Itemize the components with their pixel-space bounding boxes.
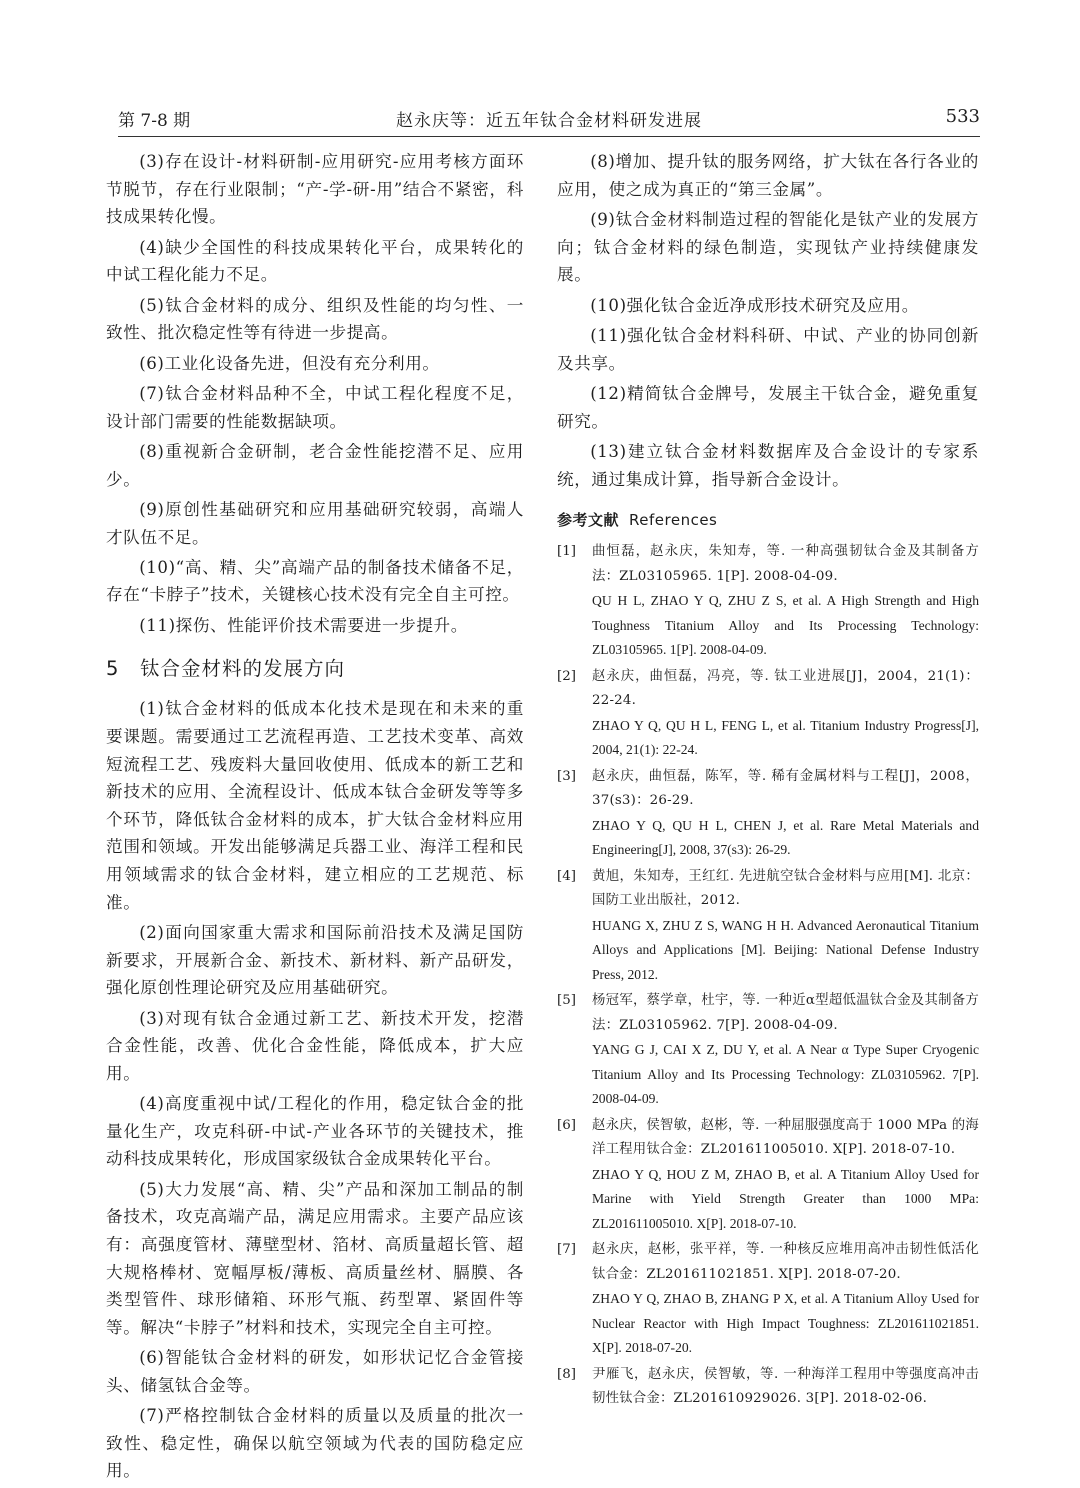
paragraph: (6)工业化设备先进，但没有充分利用。: [139, 353, 440, 373]
running-title: 赵永庆等：近五年钛合金材料研发进展: [396, 111, 702, 131]
paragraph: (13)建立钛合金材料数据库及合金设计的专家系统，通过集成计算，指导新合金设计。: [557, 441, 979, 489]
reference-list: [557, 540, 979, 1412]
paragraph: (9)原创性基础研究和应用基础研究较弱，高端人才队伍不足。: [106, 499, 524, 547]
reference-number: [6]: [557, 1117, 576, 1133]
reference-text-en: QU H L, ZHAO Y Q, ZHU Z S, et al. A High Strength and High Toughness Titanium Alloy and Its Processing Technology: ZL03105965. 1[P]. 2008-04-09.: [592, 593, 979, 658]
reference-text-en: ZHAO Y Q, HOU Z M, ZHAO B, et al. A Titanium Alloy Used for Marine with Yield Strength Greater than 1000 MPa: ZL201611005010. X[P]. 2018-07-10.: [592, 1166, 979, 1231]
reference-number: [5]: [557, 993, 576, 1009]
paragraph: (5)钛合金材料的成分、组织及性能的均匀性、一致性、批次稳定性等有待进一步提高。: [106, 295, 524, 343]
reference-entry: [557, 1114, 979, 1237]
reference-entry: [557, 665, 979, 763]
reference-entry: [557, 865, 979, 988]
paragraph: (7)钛合金材料品种不全，中试工程化程度不足，设计部门需要的性能数据缺项。: [106, 383, 524, 431]
left-column: [106, 148, 524, 1488]
reference-text-cn: 赵永庆，赵彬，张平祥，等. 一种核反应堆用高冲击韧性低活化钛合金：ZL201611021851. X[P]. 2018-07-20.: [592, 1242, 979, 1282]
reference-entry: [557, 765, 979, 863]
paragraph: (12)精简钛合金牌号，发展主干钛合金，避免重复研究。: [557, 383, 979, 431]
section-title: 钛合金材料的发展方向: [140, 657, 346, 681]
reference-text-cn: 赵永庆，侯智敏，赵彬，等. 一种屈服强度高于 1000 MPa 的海洋工程用钛合金：ZL201611005010. X[P]. 2018-07-10.: [592, 1117, 979, 1158]
reference-text-cn: 赵永庆，曲恒磊，冯亮，等. 钛工业进展[J]，2004，21(1)：22-24.: [592, 668, 979, 709]
page-number: 533: [945, 106, 980, 127]
reference-number: [2]: [557, 668, 576, 684]
reference-text-en: ZHAO Y Q, QU H L, FENG L, et al. Titanium Industry Progress[J], 2004, 21(1): 22-24.: [592, 717, 979, 758]
paragraph: (1)钛合金材料的低成本化技术是现在和未来的重要课题。需要通过工艺流程再造、工艺技术变革、高效短流程工艺、残废料大量回收使用、低成本的新工艺和新技术的应用、全流程设计、低成本钛合金研发等等多个环节，降低钛合金材料的成本，扩大钛合金材料应用范围和领域。开发出能够满足兵器工业、海洋工程和民用领域需求的钛合金材料，建立相应的工艺规范、标准。: [106, 699, 524, 912]
reference-number: [8]: [557, 1366, 576, 1382]
reference-entry: [557, 1363, 979, 1412]
reference-text-cn: 赵永庆，曲恒磊，陈军，等. 稀有金属材料与工程[J]，2008，37(s3)：26-29.: [592, 768, 979, 809]
paragraph: (10)强化钛合金近净成形技术研究及应用。: [590, 295, 919, 315]
references-heading-cn: 参考文献: [557, 511, 620, 530]
references-heading-en: References: [629, 511, 718, 530]
paragraph: (11)强化钛合金材料科研、中试、产业的协同创新及共享。: [557, 325, 979, 373]
reference-text-cn: 黄旭，朱知寿，王红红. 先进航空钛合金材料与应用[M]. 北京：国防工业出版社，2012.: [592, 868, 979, 909]
paragraph: (9)钛合金材料制造过程的智能化是钛产业的发展方向；钛合金材料的绿色制造，实现钛产业持续健康发展。: [557, 209, 979, 285]
paragraph: (11)探伤、性能评价技术需要进一步提升。: [139, 615, 468, 635]
paragraph: (7)严格控制钛合金材料的质量以及质量的批次一致性、稳定性，确保以航空领域为代表的国防稳定应用。: [106, 1406, 524, 1481]
paragraph: (5)大力发展“高、精、尖”产品和深加工制品的制备技术，攻克高端产品，满足应用需求。主要产品应该有：高强度管材、薄壁型材、箔材、高质量超长管、超大规格棒材、宽幅厚板/薄板、高质量丝材、膈膜、各类型管件、球形储箱、环形气瓶、药型罩、紧固件等等。解决“卡脖子”材料和技术，实现完全自主可控。: [106, 1179, 524, 1337]
right-column: [557, 148, 979, 1414]
reference-number: [3]: [557, 768, 576, 784]
reference-number: [1]: [557, 544, 576, 560]
reference-text-en: YANG G J, CAI X Z, DU Y, et al. A Near α Type Super Cryogenic Titanium Alloy and Its Processing Technology: ZL03105962. 7[P]. 2008-04-09.: [592, 1042, 979, 1107]
reference-entry: [557, 1238, 979, 1361]
running-header: [118, 100, 980, 137]
reference-text-en: ZHAO Y Q, ZHAO B, ZHANG P X, et al. A Titanium Alloy Used for Nuclear Reactor with High Impact Toughness: ZL201611021851. X[P]. 2018-07-20.: [592, 1291, 979, 1356]
paragraph: (3)对现有钛合金通过新工艺、新技术开发，挖潜合金性能，改善、优化合金性能，降低成本，扩大应用。: [106, 1008, 524, 1083]
reference-entry: [557, 989, 979, 1112]
reference-text-cn: 曲恒磊，赵永庆，朱知寿，等. 一种高强韧钛合金及其制备方法：ZL03105965. 1[P]. 2008-04-09.: [592, 544, 979, 584]
references-heading: [557, 509, 979, 530]
direction-list: [106, 695, 524, 1484]
reference-number: [7]: [557, 1242, 576, 1258]
problem-list: [106, 148, 524, 639]
paragraph: (2)面向国家重大需求和国际前沿技术及满足国防新要求，开展新合金、新技术、新材料、新产品研发，强化原创性理论研究及应用基础研究。: [106, 923, 524, 998]
paragraph: (3)存在设计-材料研制-应用研究-应用考核方面环节脱节，存在行业限制；“产-学-研-用”结合不紧密，科技成果转化慢。: [106, 152, 524, 227]
paragraph: (8)重视新合金研制，老合金性能挖潜不足、应用少。: [106, 441, 524, 489]
section-heading: [106, 653, 524, 681]
reference-text-cn: 杨冠军，蔡学章，杜宇，等. 一种近α型超低温钛合金及其制备方法：ZL03105962. 7[P]. 2008-04-09.: [592, 993, 979, 1033]
issue-number: 第 7-8 期: [118, 111, 191, 131]
reference-text-en: ZHAO Y Q, QU H L, CHEN J, et al. Rare Metal Materials and Engineering[J], 2008, 37(s3): 26-29.: [592, 817, 979, 858]
paragraph: (4)高度重视中试/工程化的作用，稳定钛合金的批量化生产，攻克科研-中试-产业各环节的关键技术，推动科技成果转化，形成国家级钛合金成果转化平台。: [106, 1094, 524, 1169]
paragraph: (8)增加、提升钛的服务网络，扩大钛在各行各业的应用，使之成为真正的“第三金属”。: [557, 152, 979, 199]
paragraph: (10)“高、精、尖”高端产品的制备技术储备不足，存在“卡脖子”技术，关键核心技术没有完全自主可控。: [106, 557, 524, 605]
section-number: 5: [106, 657, 120, 681]
paragraph: (4)缺少全国性的科技成果转化平台，成果转化的中试工程化能力不足。: [106, 237, 524, 285]
reference-entry: [557, 540, 979, 663]
reference-text-cn: 尹雁飞，赵永庆，侯智敏，等. 一种海洋工程用中等强度高冲击韧性钛合金：ZL201610929026. 3[P]. 2018-02-06.: [592, 1366, 979, 1407]
paragraph: (6)智能钛合金材料的研发，如形状记忆合金管接头、储氢钛合金等。: [106, 1348, 524, 1395]
reference-text-en: HUANG X, ZHU Z S, WANG H H. Advanced Aeronautical Titanium Alloys and Applications [M]. Beijing: National Defense Industry Press, 2012.: [592, 917, 979, 982]
direction-list-continued: [557, 148, 979, 493]
reference-number: [4]: [557, 868, 576, 884]
